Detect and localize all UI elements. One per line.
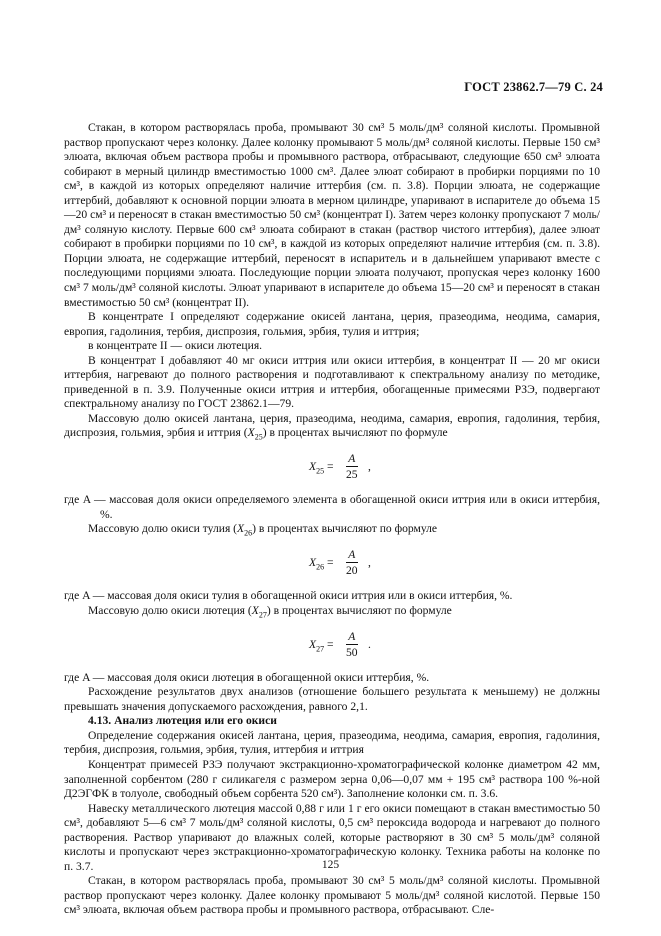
paragraph: Стакан, в котором растворялась проба, промывают 30 см³ 5 моль/дм³ соляной кислоты. Промывной раствор пропускают через колонку. Далее колонку промывают 5 моль/дм³ соляной кислотой. Первые 150 см³ элюата, включая объем раствора пробы и промывного раствора, отбрасывают. Сле-: [64, 874, 600, 917]
fraction: $\frac{A}{20}$: [346, 548, 358, 578]
where-clause: где A — массовая доля окиси тулия в обогащенной окиси иттрия или в окиси иттербия, %.: [64, 589, 513, 603]
formula-x27: $X_{27}$ = $\frac{A}{50}$ .: [309, 629, 371, 659]
fraction: $\frac{A}{50}$: [346, 629, 358, 659]
paragraph: Стакан, в котором растворялась проба, промывают 30 см³ 5 моль/дм³ соляной кислоты. Промывной раствор пропускают через колонку. Далее колонку промывают 5 моль/дм³ соляной кислоты. Первые 150 см³ элюата, включая объем раствора пробы и промывного раствора, отбрасывают, следующие 650 см³ элюата собирают в мерный цилиндр вместимостью 1000 см³. Далее элюат собирают в пробирки порциями по 10 см³, в каждой из которых определяют наличие иттербия (см. п. 3.8). Порции элюата, не содержащие иттербий, добавляют к основной порции элюата в мерном цилиндре, упаривают в испарителе до объема 15—20 см³ и переносят в стакан вместимостью 50 см³ (концентрат I). Затем через колонку пропускают 7 моль/дм³ соляную кислоту. Первые 600 см³ элюата собирают в стакан (раствор чистого иттербия), далее элюат собирают в пробирки порциями по 10 см³, в каждой из которых определяют наличие иттербия (см. п. 3.8). Порции элюата, не содержащие иттербий, переносят в испаритель и в дальнейшем упаривают вместе с последующими порциями элюата. Последующие порции элюата получают, пропуская через колонку 1600 см³ 7 моль/дм³ соляной кислоты. Элюат упаривают в испарителе до объема 15—20 см³ и переносят в стакан вместимостью 50 см³ (концентрат II).: [64, 121, 601, 309]
fraction: $\frac{A}{25}$: [346, 452, 358, 482]
paragraph: Концентрат примесей РЗЭ получают экстракционно-хроматографической колонке диаметром 42 мм, заполненной сорбентом (280 г силикагеля с размером зерна 0,06—0,07 мм + 195 см³ раствора 100 %-ной Д2ЭГФК в толуоле, свободный объем сорбента 520 см³). Заполнение колонки см. п. 3.6.: [64, 757, 600, 801]
paragraph: Массовую долю окиси тулия $(X_{26})$ в процентах вычисляют по формуле: [88, 522, 438, 538]
section-heading: 4.13. Анализ лютеция или его окиси: [88, 714, 277, 728]
formula-x25: $X_{25}$ = $\frac{A}{25}$ ,: [309, 452, 371, 482]
paragraph: Массовую долю окиси лютеция $(X_{27})$ в процентах вычисляют по формуле: [88, 603, 452, 620]
paragraph: Массовую долю окисей лантана, церия, празеодима, неодима, самария, европия, гадолиния, тербия, диспрозия, гольмия, эрбия и иттрия $(X_{25})$ в процентах вычисляют по формуле: [64, 411, 600, 442]
paragraph: Расхождение результатов двух анализов (отношение большего результата к меньшему) не должны превышать значения допускаемого расхождения, равного 2,1.: [64, 685, 600, 713]
where-clause: где A — массовая доля окиси определяемого элемента в обогащенной окиси иттрия или в окиси иттербия, %.: [64, 493, 600, 521]
page-number: 125: [321, 859, 340, 871]
paragraph: Навеску металлического лютеция массой 0,88 г или 1 г его окиси помещают в стакан вместимостью 50 см³, добавляют 5—6 см³ 7 моль/дм³ соляной кислоты, 0,5 см³ пероксида водорода и нагревают до полного растворения. Раствор упаривают до влажных солей, которые растворяют в 30 см³ 5 моль/дм³ соляной кислоты и пропускают через экстракционно-хроматографическую колонку. Техника работы на колонке по п. 3.7.: [64, 801, 600, 873]
paragraph: Определение содержания окисей лантана, церия, празеодима, неодима, самария, европия, гадолиния, тербия, диспрозия, гольмия, эрбия, тулия, иттербия и иттрия: [64, 728, 600, 757]
formula-x26: $X_{26}$ = $\frac{A}{20}$ ,: [309, 548, 371, 578]
page-header: ГОСТ 23862.7—79 С. 24: [464, 80, 603, 94]
paragraph: В концентрате I определяют содержание окисей лантана, церия, празеодима, неодима, самария, европия, гадолиния, тербия, диспрозия, гольмия, эрбия, тулия и иттрия;: [64, 310, 600, 338]
paragraph: в концентрате II — окиси лютеция.: [88, 339, 263, 353]
paragraph: В концентрат I добавляют 40 мг окиси иттрия или окиси иттербия, в концентрат II — 20 мг окиси иттербия, нагревают до полного растворения и подготавливают к спектральному анализу по методике, приведенной в п. 3.9. Полученные окиси иттрия и иттербия, обогащенные примесями РЗЭ, подвергают спектральному анализу по ГОСТ 23862.1—79.: [64, 353, 600, 411]
where-clause: где A — массовая доля окиси лютеция в обогащенной окиси иттербия, %.: [64, 670, 430, 684]
document-body: [64, 121, 600, 918]
